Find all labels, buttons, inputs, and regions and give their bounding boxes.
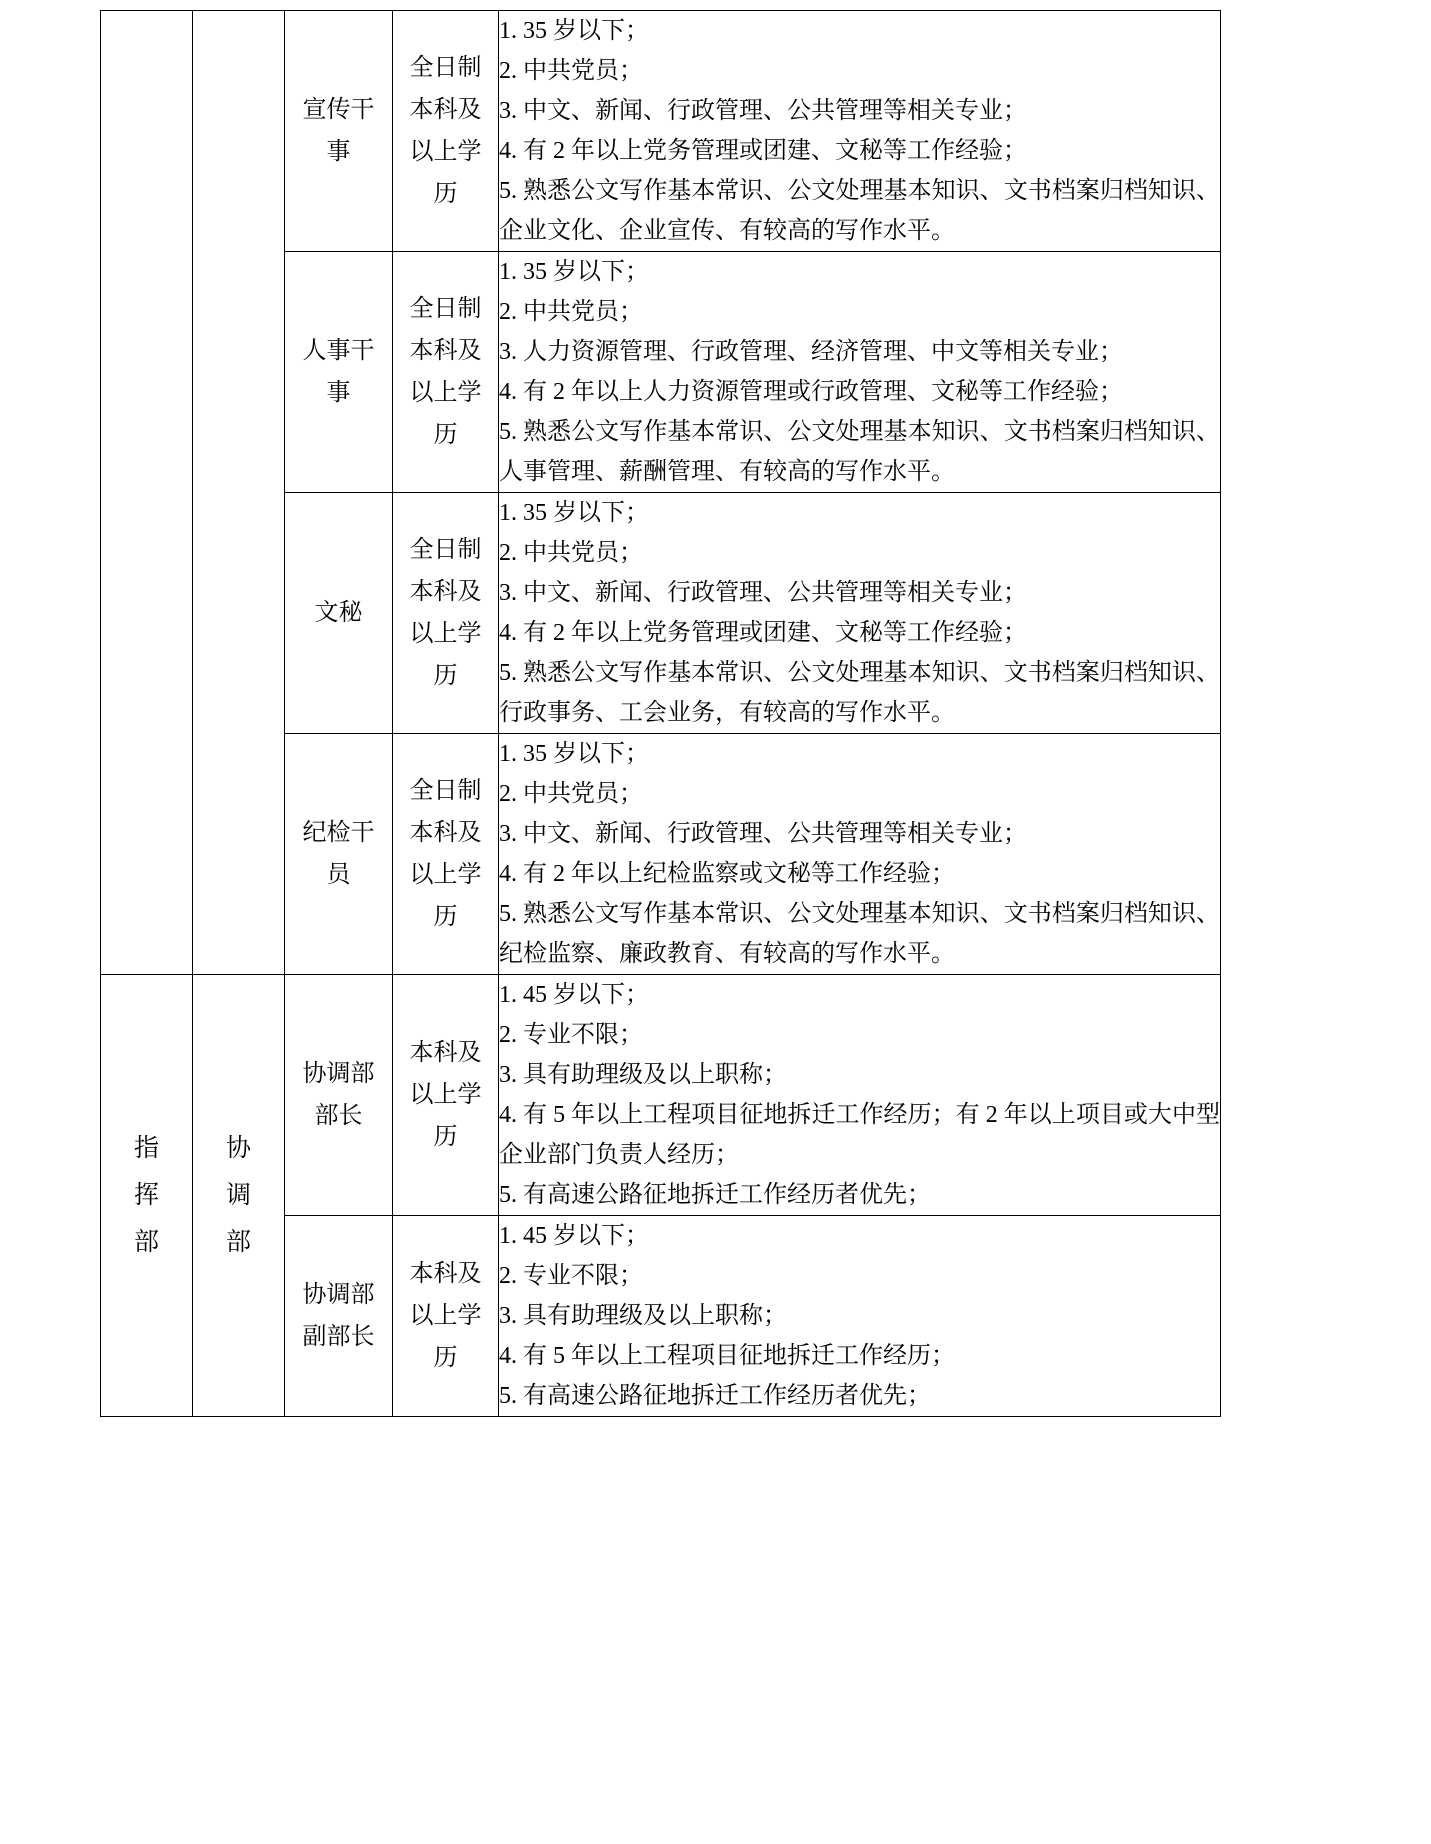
requirement-item: 4. 有 2 年以上党务管理或团建、文秘等工作经验； bbox=[499, 138, 1027, 164]
requirement-item: 3. 中文、新闻、行政管理、公共管理等相关专业； bbox=[499, 580, 1027, 606]
requirement-item: 4. 有 5 年以上工程项目征地拆迁工作经历；有 2 年以上项目或大中型企业部门负责人经历； bbox=[499, 1102, 1220, 1168]
education-line: 历 bbox=[433, 422, 458, 448]
section-cell-empty-top bbox=[193, 11, 285, 975]
requirement-item: 3. 中文、新闻、行政管理、公共管理等相关专业； bbox=[499, 98, 1027, 124]
education-line: 历 bbox=[433, 904, 458, 930]
post-line: 部长 bbox=[314, 1103, 363, 1129]
requirement-item: 4. 有 2 年以上党务管理或团建、文秘等工作经验； bbox=[499, 620, 1027, 646]
requirement-item: 5. 熟悉公文写作基本常识、公文处理基本知识、文书档案归档知识、纪检监察、廉政教育、有较高的写作水平。 bbox=[499, 901, 1220, 967]
education-line: 全日制 bbox=[409, 55, 482, 81]
post-line: 副部长 bbox=[302, 1324, 375, 1350]
post-cell bbox=[285, 252, 393, 493]
requirements-cell bbox=[499, 252, 1221, 493]
requirement-item: 3. 具有助理级及以上职称； bbox=[499, 1062, 787, 1088]
education-line: 本科及 bbox=[409, 1261, 482, 1287]
education-line: 全日制 bbox=[409, 778, 482, 804]
post-line: 宣传干 bbox=[302, 97, 375, 123]
education-cell bbox=[393, 493, 499, 734]
education-line: 以上学 bbox=[409, 621, 482, 647]
table-row bbox=[101, 11, 1221, 252]
education-line: 历 bbox=[433, 663, 458, 689]
department-cell bbox=[101, 975, 193, 1417]
requirement-item: 1. 35 岁以下； bbox=[499, 500, 649, 526]
education-line: 全日制 bbox=[409, 537, 482, 563]
requirement-item: 2. 中共党员； bbox=[499, 540, 643, 566]
education-line: 本科及 bbox=[409, 338, 482, 364]
section-line: 部 bbox=[225, 1229, 251, 1256]
post-line: 文秘 bbox=[314, 600, 363, 626]
requirement-item: 4. 有 2 年以上人力资源管理或行政管理、文秘等工作经验； bbox=[499, 379, 1123, 405]
requirements-cell bbox=[499, 11, 1221, 252]
requirement-item: 1. 35 岁以下； bbox=[499, 741, 649, 767]
education-line: 历 bbox=[433, 1345, 458, 1371]
post-line: 事 bbox=[326, 380, 351, 406]
requirement-item: 3. 人力资源管理、行政管理、经济管理、中文等相关专业； bbox=[499, 339, 1123, 365]
department-line: 挥 bbox=[133, 1182, 159, 1209]
requirement-item: 3. 具有助理级及以上职称； bbox=[499, 1303, 787, 1329]
section-line: 协 bbox=[225, 1135, 251, 1162]
requirement-item: 2. 中共党员； bbox=[499, 299, 643, 325]
requirements-cell bbox=[499, 975, 1221, 1216]
requirement-item: 1. 45 岁以下； bbox=[499, 1223, 649, 1249]
post-line: 协调部 bbox=[302, 1061, 375, 1087]
education-line: 以上学 bbox=[409, 139, 482, 165]
section-line: 调 bbox=[225, 1182, 251, 1209]
education-line: 以上学 bbox=[409, 380, 482, 406]
education-line: 以上学 bbox=[409, 1303, 482, 1329]
education-line: 以上学 bbox=[409, 862, 482, 888]
post-line: 协调部 bbox=[302, 1282, 375, 1308]
post-cell bbox=[285, 493, 393, 734]
requirement-item: 5. 熟悉公文写作基本常识、公文处理基本知识、文书档案归档知识、企业文化、企业宣传、有较高的写作水平。 bbox=[499, 178, 1220, 244]
education-cell bbox=[393, 975, 499, 1216]
recruitment-requirements-table bbox=[100, 10, 1221, 1417]
requirement-item: 2. 专业不限； bbox=[499, 1022, 643, 1048]
education-line: 本科及 bbox=[409, 97, 482, 123]
education-line: 全日制 bbox=[409, 296, 482, 322]
education-cell bbox=[393, 252, 499, 493]
post-cell bbox=[285, 11, 393, 252]
requirements-cell bbox=[499, 1216, 1221, 1417]
requirement-item: 5. 熟悉公文写作基本常识、公文处理基本知识、文书档案归档知识、人事管理、薪酬管理、有较高的写作水平。 bbox=[499, 419, 1220, 485]
education-line: 本科及 bbox=[409, 579, 482, 605]
requirements-cell bbox=[499, 493, 1221, 734]
education-cell bbox=[393, 1216, 499, 1417]
education-line: 历 bbox=[433, 1124, 458, 1150]
education-line: 本科及 bbox=[409, 1040, 482, 1066]
post-line: 人事干 bbox=[302, 338, 375, 364]
section-cell bbox=[193, 975, 285, 1417]
education-line: 以上学 bbox=[409, 1082, 482, 1108]
education-line: 本科及 bbox=[409, 820, 482, 846]
department-cell-empty-top bbox=[101, 11, 193, 975]
post-line: 纪检干 bbox=[302, 820, 375, 846]
requirement-item: 4. 有 2 年以上纪检监察或文秘等工作经验； bbox=[499, 861, 955, 887]
education-cell bbox=[393, 734, 499, 975]
requirement-item: 1. 45 岁以下； bbox=[499, 982, 649, 1008]
education-cell bbox=[393, 11, 499, 252]
requirement-item: 1. 35 岁以下； bbox=[499, 259, 649, 285]
department-line: 部 bbox=[133, 1229, 159, 1256]
post-line: 员 bbox=[326, 862, 351, 888]
requirement-item: 2. 专业不限； bbox=[499, 1263, 643, 1289]
post-line: 事 bbox=[326, 139, 351, 165]
requirement-item: 2. 中共党员； bbox=[499, 58, 643, 84]
requirement-item: 1. 35 岁以下； bbox=[499, 18, 649, 44]
requirement-item: 4. 有 5 年以上工程项目征地拆迁工作经历； bbox=[499, 1343, 955, 1369]
requirement-item: 5. 有高速公路征地拆迁工作经历者优先； bbox=[499, 1182, 931, 1208]
requirement-item: 2. 中共党员； bbox=[499, 781, 643, 807]
requirement-item: 3. 中文、新闻、行政管理、公共管理等相关专业； bbox=[499, 821, 1027, 847]
department-line: 指 bbox=[133, 1135, 159, 1162]
requirement-item: 5. 有高速公路征地拆迁工作经历者优先； bbox=[499, 1383, 931, 1409]
requirement-item: 5. 熟悉公文写作基本常识、公文处理基本知识、文书档案归档知识、行政事务、工会业务，有较高的写作水平。 bbox=[499, 660, 1220, 726]
table-row bbox=[101, 975, 1221, 1216]
post-cell bbox=[285, 975, 393, 1216]
requirements-cell bbox=[499, 734, 1221, 975]
post-cell bbox=[285, 1216, 393, 1417]
post-cell bbox=[285, 734, 393, 975]
education-line: 历 bbox=[433, 181, 458, 207]
